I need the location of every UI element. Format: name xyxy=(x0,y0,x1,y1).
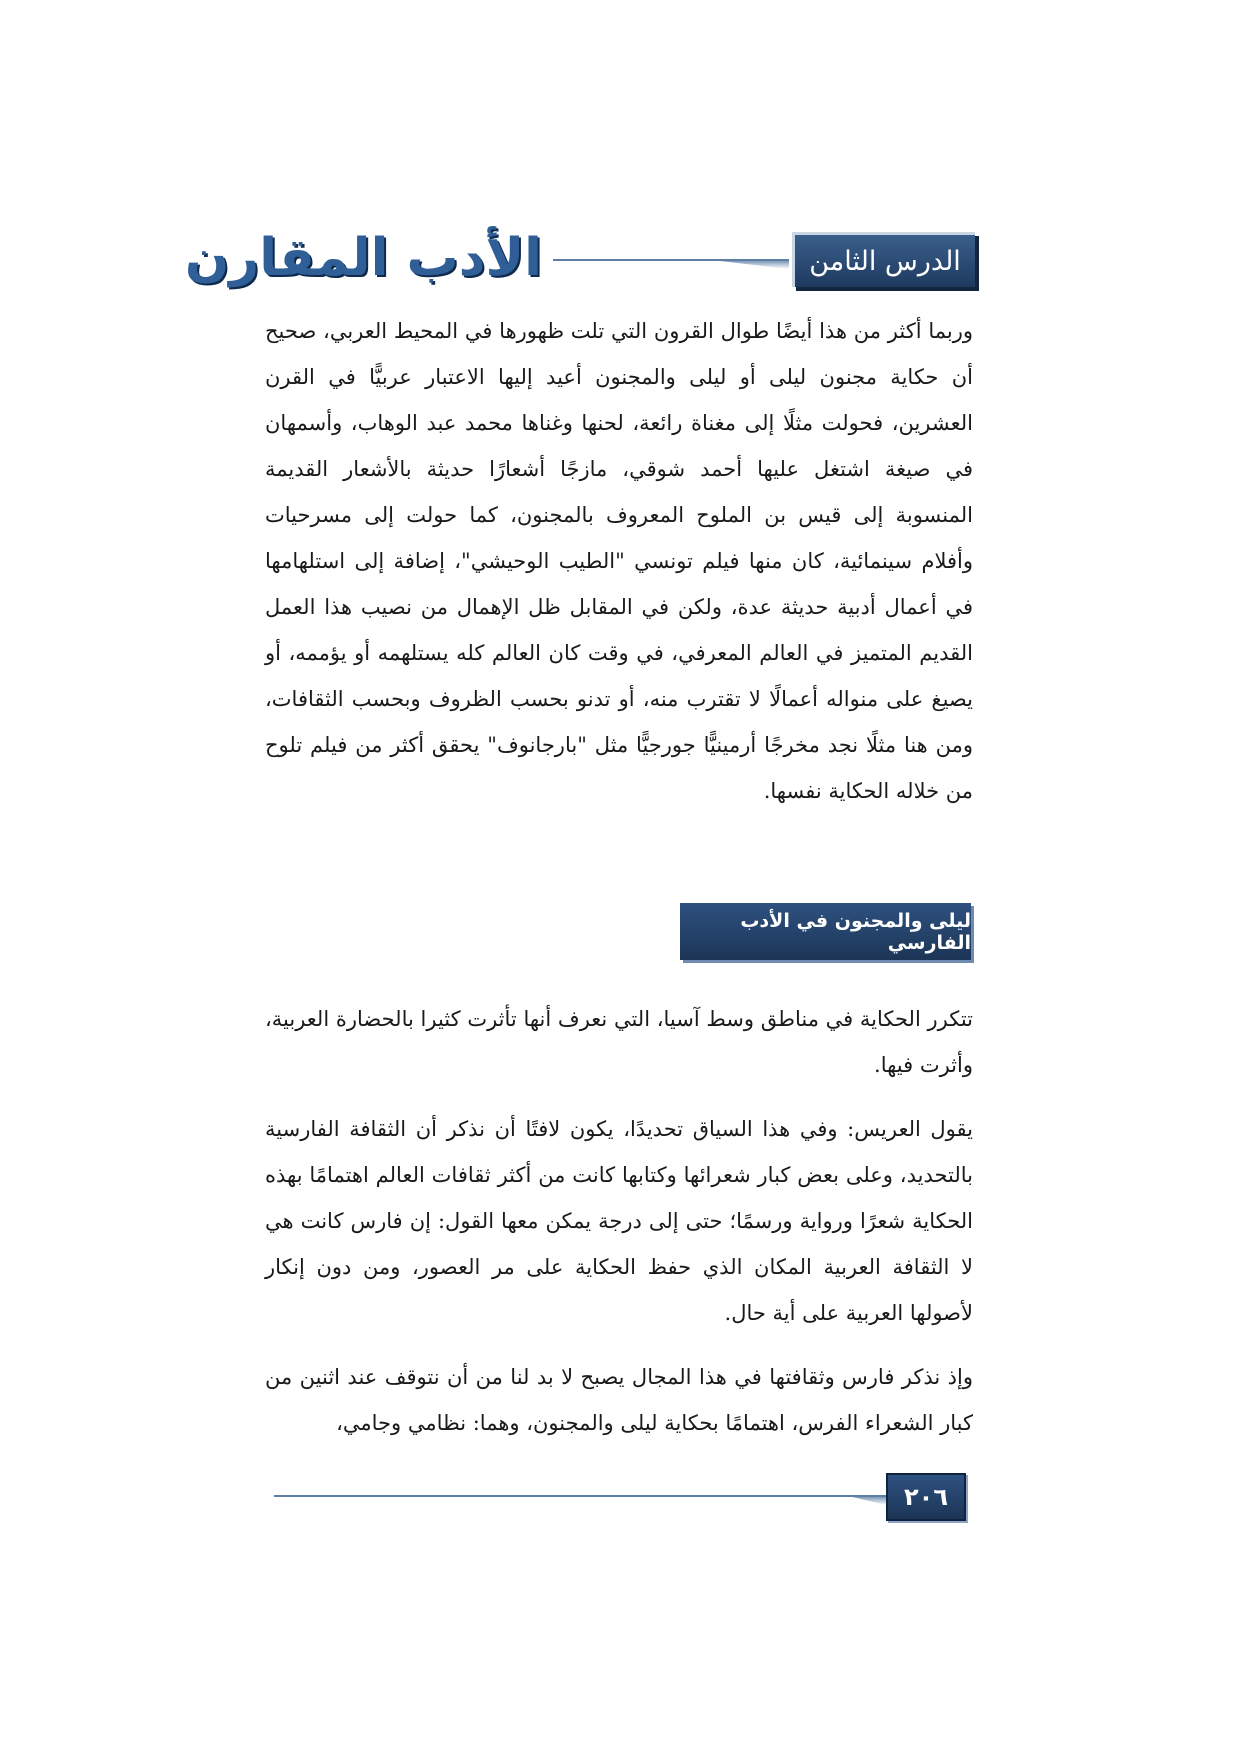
paragraph-1: وربما أكثر من هذا أيضًا طوال القرون التي تلت ظهورها في المحيط العربي، صحيح أن حكاية مجنون ليلى أو ليلى والمجنون أعيد إليها الاعتبار عربيًّا في القرن العشرين، فحولت مثلًا إلى مغناة رائعة، لحنها وغناها محمد عبد الوهاب، وأسمهان في صيغة اشتغل عليها أحمد شوقي، مازجًا أشعارًا حديثة بالأشعار القديمة المنسوبة إلى قيس بن الملوح المعروف بالمجنون، كما حولت إلى مسرحيات وأفلام سينمائية، كان منها فيلم تونسي "الطيب الوحيشي"، إضافة إلى استلهامها في أعمال أدبية حديثة عدة، ولكن في المقابل ظل الإهمال من نصيب هذا العمل القديم المتميز في العالم المعرفي، في وقت كان العالم كله يستلهمه أو يؤممه، أو يصيغ على منواله أعمالًا لا تقترب منه، أو تدنو بحسب الظروف وبحسب الثقافات، ومن هنا مثلًا نجد مخرجًا أرمينيًّا جورجيًّا مثل "بارجانوف" يحقق أكثر من فيلم تلوح من خلاله الحكاية نفسها. xyxy=(265,319,973,803)
header-divider xyxy=(553,259,789,261)
paragraph-3: يقول العريس: وفي هذا السياق تحديدًا، يكون لافتًا أن نذكر أن الثقافة الفارسية بالتحديد، وعلى بعض كبار شعرائها وكتابها كانت من أكثر ثقافات العالم اهتمامًا بهذه الحكاية شعرًا ورواية ورسمًا؛ حتى إلى درجة يمكن معها القول: إن فارس كانت هي لا الثقافة العربية المكان الذي حفظ الحكاية على مر العصور، ومن دون إنكار لأصولها العربية على أية حال. xyxy=(265,1117,973,1325)
paragraph-2: تتكرر الحكاية في مناطق وسط آسيا، التي نعرف أنها تأثرت كثيرا بالحضارة العربية، وأثرت فيها. xyxy=(265,1007,973,1077)
footer-divider xyxy=(274,1495,886,1497)
lesson-label: الدرس الثامن xyxy=(809,245,961,277)
section-heading-box xyxy=(680,903,971,960)
paragraph-4: وإذ نذكر فارس وثقافتها في هذا المجال يصبح لا بد لنا من أن نتوقف عند اثنين من كبار الشعراء الفرس، اهتمامًا بحكاية ليلى والمجنون، وهما: نظامي وجامي، xyxy=(265,1365,973,1435)
page-number: ٢٠٦ xyxy=(904,1483,948,1511)
page-number-box xyxy=(886,1473,966,1521)
section-heading: ليلى والمجنون في الأدب الفارسي xyxy=(740,909,971,954)
lesson-label-box xyxy=(792,232,975,287)
book-title: الأدب المقارن xyxy=(184,228,542,288)
